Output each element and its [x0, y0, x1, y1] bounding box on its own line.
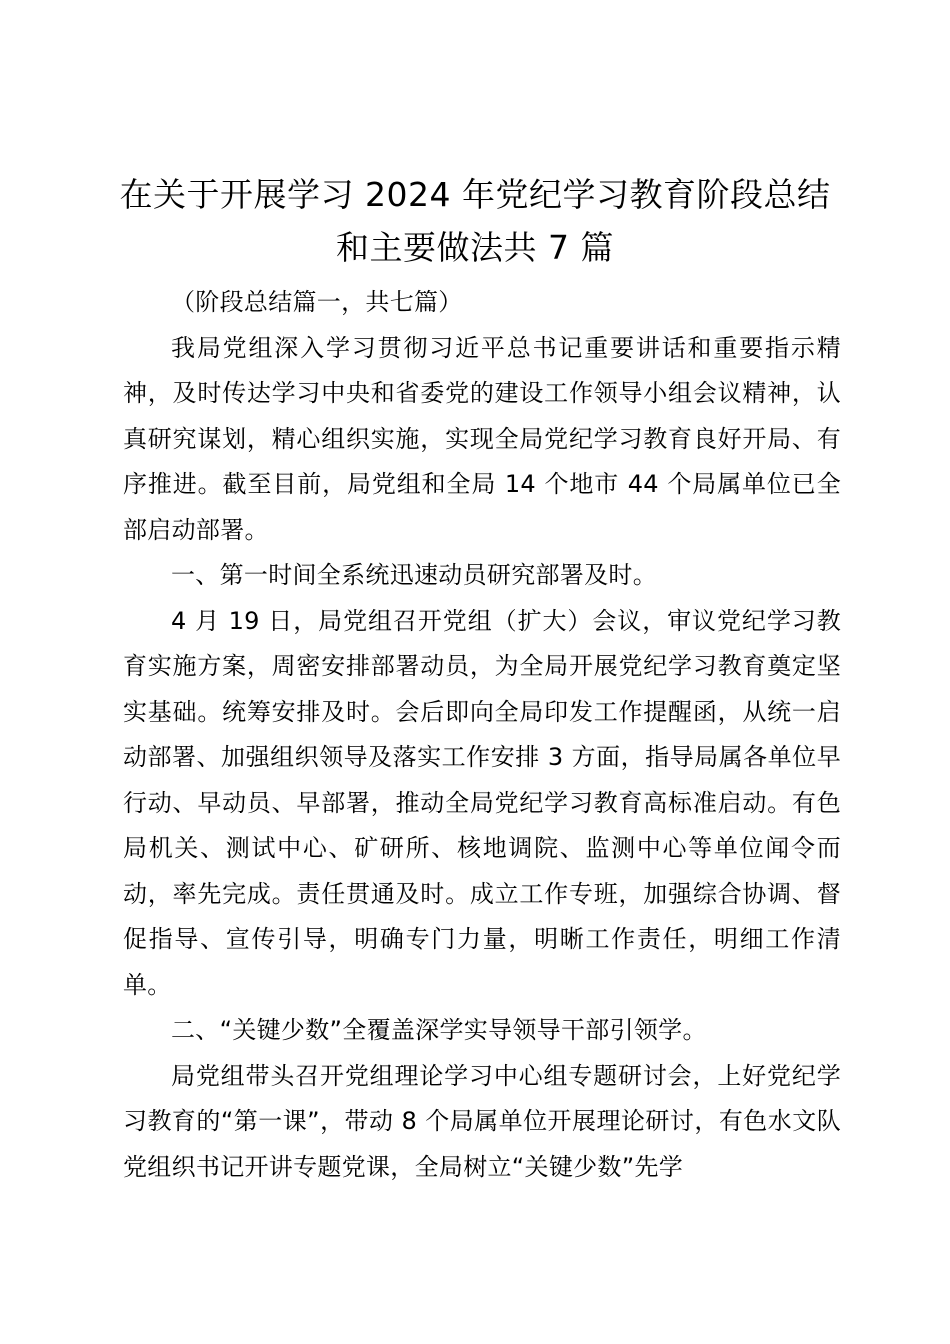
section-heading: 一、第一时间全系统迅速动员研究部署及时。 [171, 561, 657, 589]
document-title: 在关于开展学习 2024 年党纪学习教育阶段总结和主要做法共 7 篇 [119, 175, 831, 267]
document-body [123, 280, 841, 1190]
body-paragraph: 我局党组深入学习贯彻习近平总书记重要讲话和重要指示精神，及时传达学习中央和省委党的建设工作领导小组会议精神，认真研究谋划，精心组织实施，实现全局党纪学习教育良好开局、有序推进。截至目前，局党组和全局 14 个地市 44 个局属单位已全部启动部署。 [123, 333, 841, 544]
subtitle-paragraph: （阶段总结篇一，共七篇） [171, 288, 463, 316]
body-paragraph: 4 月 19 日，局党组召开党组（扩大）会议，审议党纪学习教育实施方案，周密安排部署动员，为全局开展党纪学习教育奠定坚实基础。统筹安排及时。会后即向全局印发工作提醒函，从统一启动部署、加强组织领导及落实工作安排 3 方面，指导局属各单位早行动、早动员、早部署，推动全局党纪学习教育高标准启动。有色局机关、测试中心、矿研所、核地调院、监测中心等单位闻令而动，率先完成。责任贯通及时。成立工作专班，加强综合协调、督促指导、宣传引导，明确专门力量，明晰工作责任，明细工作清单。 [123, 606, 841, 999]
body-paragraph: 局党组带头召开党组理论学习中心组专题研讨会，上好党纪学习教育的“第一课”，带动 8 个局属单位开展理论研讨，有色水文队党组织书记开讲专题党课，全局树立“关键少数”先学 [123, 1061, 841, 1181]
section-heading: 二、“关键少数”全覆盖深学实导领导干部引领学。 [171, 1016, 707, 1044]
